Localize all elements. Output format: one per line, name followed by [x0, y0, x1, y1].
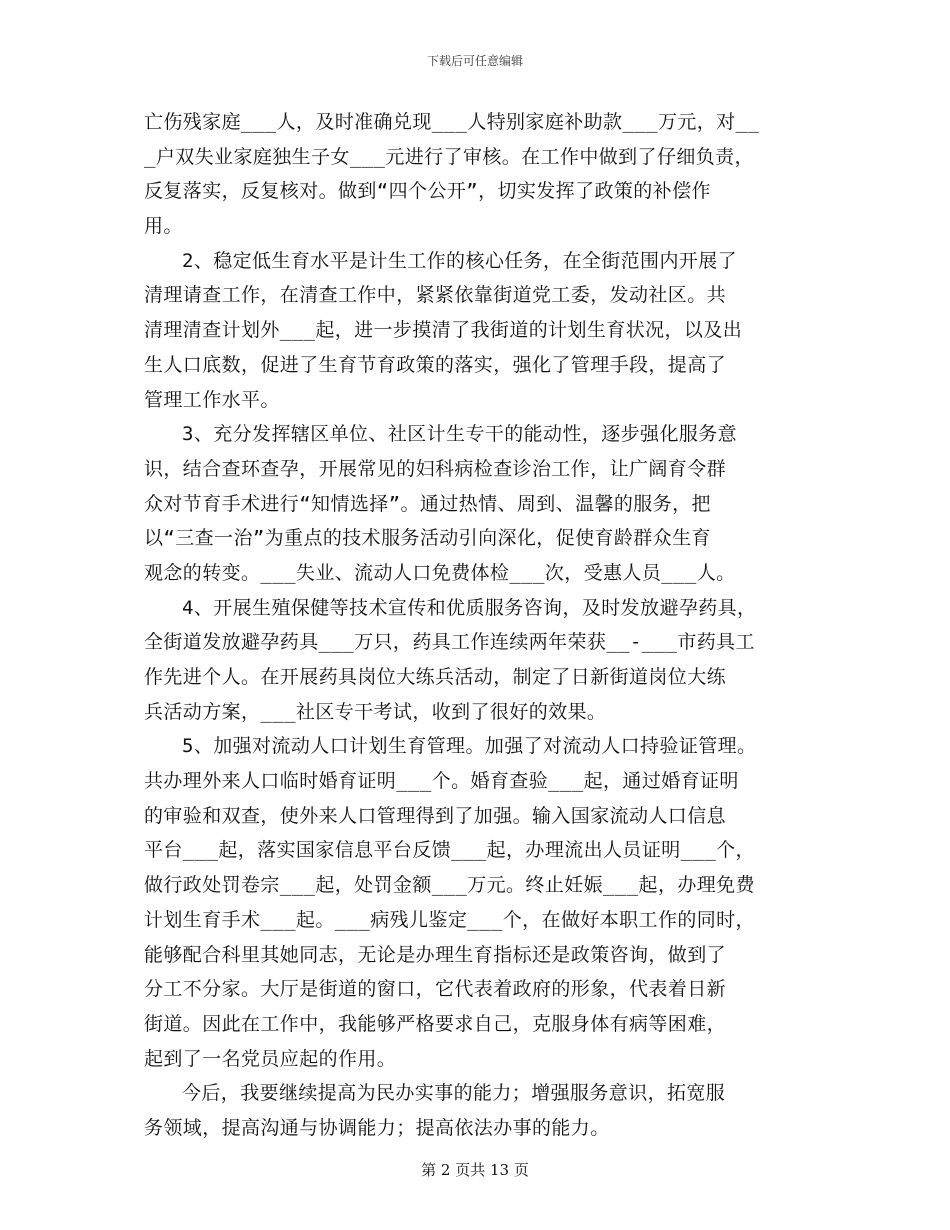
text-line: 作先进个人。在开展药具岗位大练兵活动，制定了日新街道岗位大练 — [144, 666, 727, 688]
paragraph-start-line: 4、开展生殖保健等技术宣传和优质服务咨询，及时发放避孕药具， — [182, 596, 757, 619]
paragraph-start-line: 3、充分发挥辖区单位、社区计生专干的能动性，逐步强化服务意 — [182, 423, 738, 446]
text-line: 共办理外来人口临时婚育证明___个。婚育查验___起，通过婚育证明 — [144, 770, 739, 793]
paragraph-start-line: 5、加强对流动人口计划生育管理。加强了对流动人口持验证管理。 — [182, 735, 757, 758]
text-line: 生人口底数，促进了生育节育政策的落实，强化了管理手段，提高了 — [144, 353, 727, 376]
text-line: 识，结合查环查孕，开展常见的妇科病检查诊治工作，让广阔育令群 — [144, 457, 727, 480]
text-line: 能够配合科里其她同志，无论是办理生育指标还是政策咨询，做到了 — [144, 943, 727, 966]
text-line: 用。 — [144, 215, 183, 238]
text-line: 清理清查计划外___起，进一步摸清了我街道的计划生育状况，以及出 — [144, 319, 743, 342]
text-line: 街道。因此在工作中，我能够严格要求自己，克服身体有病等困难， — [144, 1012, 727, 1035]
page-header: 下载后可任意编辑 — [426, 54, 523, 68]
text-line: 做行政处罚卷宗___起，处罚金额___万元。终止妊娠___起，办理免费 — [144, 874, 755, 897]
paragraph-start-line: 2、稳定低生育水平是计生工作的核心任务，在全街范围内开展了 — [182, 249, 738, 272]
text-line: 的审验和双查，使外来人口管理得到了加强。输入国家流动人口信息 — [144, 804, 727, 827]
text-line: 平台___起，落实国家信息平台反馈___起，办理流出人员证明___个， — [144, 839, 755, 862]
page-footer: 第 2 页共 13 页 — [421, 1161, 529, 1179]
text-line: 管理工作水平。 — [144, 388, 280, 411]
text-line: 观念的转变。___失业、流动人口免费体检___次，受惠人员___人。 — [144, 561, 736, 584]
text-line: 众对节育手术进行“知情选择”。通过热情、周到、温馨的服务，把 — [144, 492, 711, 515]
text-line: 兵活动方案，___社区专干考试，收到了很好的效果。 — [144, 700, 607, 723]
text-line: 计划生育手术___起。___病残儿鉴定___个，在做好本职工作的同时， — [144, 908, 755, 931]
text-line: 务领域，提高沟通与协调能力；提高依法办事的能力。 — [144, 1116, 610, 1139]
text-line: 清理请查工作，在清查工作中，紧紧依靠街道党工委，发动社区。共 — [144, 284, 727, 307]
text-line: 以“三查一治”为重点的技术服务活动引向深化，促使育龄群众生育 — [144, 527, 711, 550]
document-body — [144, 105, 824, 1146]
text-line: 全街道发放避孕药具___万只，药具工作连续两年荣获__-___市药具工 — [144, 631, 755, 654]
text-line: 分工不分家。大厅是街道的窗口，它代表着政府的形象，代表着日新 — [144, 978, 727, 1001]
paragraph-start-line: 今后，我要继续提高为民办实事的能力；增强服务意识，拓宽服 — [182, 1082, 726, 1105]
text-line: 亡伤残家庭___人，及时准确兑现___人特别家庭补助款___万元，对__ — [144, 111, 760, 133]
text-line: 反复落实，反复核对。做到“四个公开”，切实发挥了政策的补偿作 — [144, 180, 711, 203]
text-line: _户双失业家庭独生子女___元进行了审核。在工作中做到了仔细负责， — [144, 145, 754, 168]
text-line: 起到了一名党员应起的作用。 — [144, 1047, 397, 1070]
